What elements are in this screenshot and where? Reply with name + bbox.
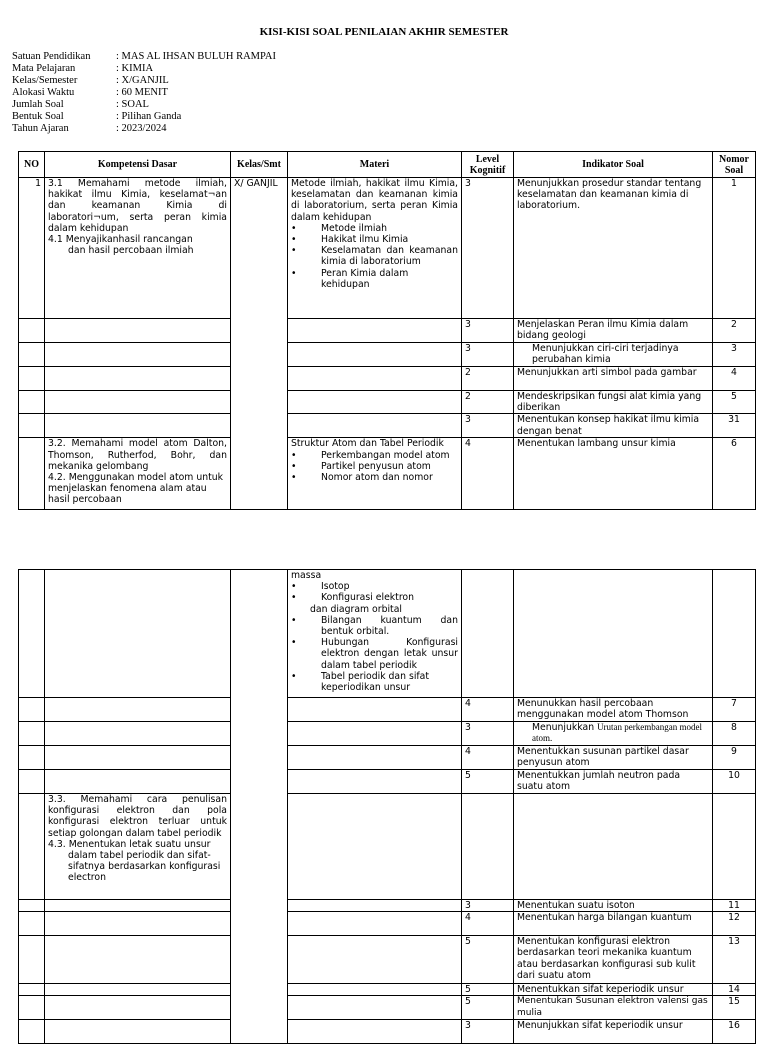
level-cell: 5 (462, 996, 514, 1020)
kd-text: 3.3. Memahami cara penulisan konfigurasi elektron dan pola konfigurasi elektron terluar untuk setiap golongan dalam tabel periodik (48, 794, 227, 839)
row-number: 1 (19, 178, 45, 319)
materi-text: Struktur Atom dan Tabel Periodik (291, 438, 444, 450)
nomor-cell: 4 (713, 367, 756, 391)
indikator-cell: Menentukkan jumlah neutron pada suatu atom (514, 770, 713, 794)
indikator-cell: Menentukan lambang unsur kimia (514, 438, 713, 510)
materi-text: dan diagram orbital (310, 603, 402, 615)
kisi-kisi-table-continued (18, 569, 756, 1044)
nomor-cell: 5 (713, 391, 756, 414)
indikator-cell: Menentukan konfigurasi elektron berdasarkan teori mekanika kuantum atau berdasarkan konfigurasi sub kulit dari suatu atom (514, 936, 713, 984)
meta-label: Alokasi Waktu (12, 87, 75, 98)
meta-row (12, 51, 276, 63)
table-row (19, 984, 756, 996)
meta-label: Mata Pelajaran (12, 63, 76, 74)
materi-bullet: • Tabel periodik dan sifat keperiodikan unsur (291, 670, 430, 694)
materi-cell (288, 178, 462, 319)
indikator-cell: Menunjukkan ciri-ciri terjadinya perubahan kimia (514, 343, 713, 367)
level-cell: 5 (462, 770, 514, 794)
table-row (19, 391, 756, 414)
materi-bullet: • Bilangan kuantum dan bentuk orbital. (291, 614, 458, 638)
meta-label: Satuan Pendidikan (12, 51, 91, 62)
indikator-cell: Mendeskripsikan fungsi alat kimia yang diberikan (514, 391, 713, 414)
header-level-kognitif (462, 152, 514, 178)
materi-bullet: • Konfigurasi elektron (291, 592, 415, 604)
table-header-row (19, 152, 756, 178)
meta-row (12, 63, 276, 75)
indikator-cell: Menunjukkan arti simbol pada gambar (514, 367, 713, 391)
nomor-cell: 12 (713, 912, 756, 936)
level-cell: 4 (462, 912, 514, 936)
kd-text: 3.1 Memahami metode ilmiah, hakikat ilmu Kimia, keselamat¬an dan keamanan Kimia di laboratori¬um, serta peran kimia dalam kehidupan (48, 178, 227, 234)
level-cell: 4 (462, 746, 514, 770)
table-row (19, 343, 756, 367)
nomor-cell: 10 (713, 770, 756, 794)
header-nomor-line1: Nomor (719, 153, 749, 165)
table-row (19, 794, 756, 900)
materi-bullet: • Hubungan Konfigurasi elektron dengan letak unsur dalam tabel periodik (291, 637, 458, 671)
nomor-cell: 3 (713, 343, 756, 367)
materi-bullet: • Hakikat ilmu Kimia (291, 234, 409, 246)
table-row (19, 936, 756, 984)
materi-cell (288, 438, 462, 510)
table-row (19, 900, 756, 912)
nomor-cell: 31 (713, 414, 756, 438)
table-row (19, 912, 756, 936)
indikator-cell: Menentukan suatu isoton (514, 900, 713, 912)
level-cell: 4 (462, 438, 514, 510)
materi-bullet: • Perkembangan model atom (291, 449, 450, 461)
meta-value: : 2023/2024 (116, 123, 167, 134)
table-row (19, 770, 756, 794)
kompetensi-dasar-cell (45, 438, 231, 510)
meta-row (12, 111, 276, 123)
kd-text: dalam tabel periodik dan sifat-sifatnya berdasarkan konfigurasi electron (68, 850, 221, 884)
materi-bullet: • Metode ilmiah (291, 222, 388, 234)
materi-bullet: • Peran Kimia dalam kehidupan (291, 267, 409, 290)
table-row (19, 367, 756, 391)
header-nomor-line2: Soal (724, 164, 744, 176)
kelas-smt-cell (231, 570, 288, 1044)
indikator-cell: Menunjukkan Urutan perkembangan model atom. (514, 722, 713, 746)
indikator-cell: Menentukkan sifat keperiodik unsur (514, 984, 713, 996)
nomor-cell: 9 (713, 746, 756, 770)
header-indikator-soal: Indikator Soal (514, 152, 713, 178)
document-meta (12, 51, 276, 135)
meta-label: Jumlah Soal (12, 99, 64, 110)
level-cell: 3 (462, 414, 514, 438)
meta-label: Tahun Ajaran (12, 123, 69, 134)
level-cell: 5 (462, 984, 514, 996)
header-kompetensi-dasar: Kompetensi Dasar (45, 152, 231, 178)
header-kelas-smt: Kelas/Smt (231, 152, 288, 178)
indikator-cell: Menunukkan hasil percobaan menggunakan model atom Thomson (514, 698, 713, 722)
meta-row (12, 87, 276, 99)
kd-text: 4.1 Menyajikanhasil rancangan (48, 234, 193, 246)
table-row (19, 319, 756, 343)
table-row (19, 698, 756, 722)
header-level-line1: Level (475, 153, 500, 165)
nomor-cell: 1 (713, 178, 756, 319)
kelas-smt-cell: X/ GANJIL (231, 178, 288, 510)
nomor-cell: 2 (713, 319, 756, 343)
indikator-cell: Menentukkan susunan partikel dasar penyusun atom (514, 746, 713, 770)
header-no: NO (19, 152, 45, 178)
nomor-cell: 14 (713, 984, 756, 996)
header-level-line2: Kognitif (469, 164, 506, 176)
level-cell: 3 (462, 343, 514, 367)
meta-row (12, 99, 276, 111)
level-cell: 3 (462, 1020, 514, 1044)
table-row (19, 996, 756, 1020)
kd-text: 3.2. Memahami model atom Dalton, Thomson, Rutherfod, Bohr, dan mekanika gelombang (48, 438, 227, 472)
level-cell: 3 (462, 900, 514, 912)
level-cell: 3 (462, 722, 514, 746)
meta-value: : SOAL (116, 99, 149, 110)
kd-text: 4.2. Menggunakan model atom untuk menjelaskan fenomena alam atau hasil percobaan (48, 472, 224, 506)
table-row (19, 722, 756, 746)
kd-text: dan hasil percobaan ilmiah (68, 245, 194, 257)
level-cell: 3 (462, 178, 514, 319)
level-cell: 4 (462, 698, 514, 722)
meta-row (12, 123, 276, 135)
level-cell: 3 (462, 319, 514, 343)
nomor-cell: 16 (713, 1020, 756, 1044)
nomor-cell: 6 (713, 438, 756, 510)
meta-label: Bentuk Soal (12, 111, 64, 122)
kompetensi-dasar-cell (45, 178, 231, 319)
kd-text: 4.3. Menentukan letak suatu unsur (48, 838, 211, 850)
meta-value: : X/GANJIL (116, 75, 169, 86)
kompetensi-dasar-cell (45, 794, 231, 900)
meta-label: Kelas/Semester (12, 75, 78, 86)
nomor-cell: 7 (713, 698, 756, 722)
indikator-cell: Menentukan harga bilangan kuantum (514, 912, 713, 936)
nomor-cell: 8 (713, 722, 756, 746)
meta-value: : 60 MENIT (116, 87, 168, 98)
materi-bullet: • Partikel penyusun atom (291, 460, 431, 472)
materi-text: Metode ilmiah, hakikat ilmu Kimia, keselamatan dan keamanan kimia di laboratorium, serta peran Kimia dalam kehidupan (291, 178, 458, 223)
materi-text: massa (291, 570, 322, 581)
materi-cell (288, 570, 462, 698)
materi-bullet: • Nomor atom dan nomor (291, 472, 433, 484)
nomor-cell: 15 (713, 996, 756, 1020)
meta-value: : MAS AL IHSAN BULUH RAMPAI (116, 51, 276, 62)
indikator-cell: Menentukan konsep hakikat ilmu kimia dengan benat (514, 414, 713, 438)
kisi-kisi-table (18, 151, 756, 510)
level-cell: 5 (462, 936, 514, 984)
document-title: KISI-KISI SOAL PENILAIAN AKHIR SEMESTER (259, 26, 509, 38)
materi-bullet: • Isotop (291, 581, 350, 593)
header-nomor-soal (713, 152, 756, 178)
nomor-cell: 13 (713, 936, 756, 984)
table-row (19, 570, 756, 698)
indikator-cell: Menjelaskan Peran ilmu Kimia dalam bidang geologi (514, 319, 713, 343)
table-row (19, 438, 756, 510)
indikator-cell: Menunjukkan prosedur standar tentang keselamatan dan keamanan kimia di laboratorium. (514, 178, 713, 319)
table-row (19, 746, 756, 770)
table-row (19, 178, 756, 319)
table-row (19, 414, 756, 438)
nomor-cell: 11 (713, 900, 756, 912)
indikator-cell: Menunjukkan sifat keperiodik unsur (514, 1020, 713, 1044)
materi-bullet: • Keselamatan dan keamanan kimia di laboratorium (291, 245, 458, 268)
level-cell: 2 (462, 367, 514, 391)
level-cell: 2 (462, 391, 514, 414)
indikator-cell: Menentukan Susunan elektron valensi gas mulia (514, 996, 713, 1020)
meta-value: : Pilihan Ganda (116, 111, 182, 122)
meta-value: : KIMIA (116, 63, 154, 74)
meta-row (12, 75, 276, 87)
header-materi: Materi (288, 152, 462, 178)
